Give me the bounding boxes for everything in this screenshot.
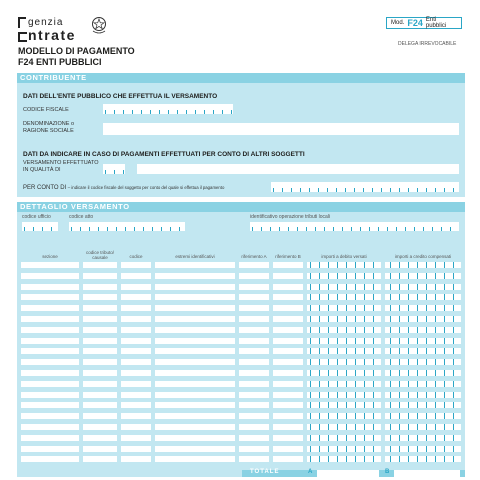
table-cell[interactable]	[307, 294, 381, 300]
codice-atto-label: codice atto	[69, 214, 94, 220]
table-cell[interactable]	[239, 305, 269, 311]
col-sezione: sezione	[42, 254, 58, 259]
table-cell[interactable]	[155, 316, 235, 322]
delega-label: DELEGA IRREVOCABILE	[398, 41, 457, 47]
table-cell[interactable]	[83, 381, 117, 387]
table-cell[interactable]	[155, 348, 235, 354]
logo-e-glyph	[18, 32, 27, 42]
table-cell[interactable]	[83, 402, 117, 408]
table-cell[interactable]	[385, 359, 461, 365]
table-cell[interactable]	[307, 456, 381, 462]
table-cell[interactable]	[21, 294, 79, 300]
table-cell[interactable]	[385, 338, 461, 344]
codice-fiscale-label: CODICE FISCALE	[23, 107, 69, 113]
table-row	[17, 456, 465, 462]
table-cell[interactable]	[307, 370, 381, 376]
codice-fiscale-input[interactable]	[103, 104, 233, 114]
codice-atto-input[interactable]	[69, 222, 185, 231]
table-cell[interactable]	[83, 456, 117, 462]
table-cell[interactable]	[307, 424, 381, 430]
table-cell[interactable]	[21, 359, 79, 365]
table-cell[interactable]	[307, 392, 381, 398]
table-cell[interactable]	[21, 305, 79, 311]
table-row	[17, 262, 465, 268]
table-cell[interactable]	[273, 359, 303, 365]
table-cell[interactable]	[121, 262, 151, 268]
table-cell[interactable]	[83, 284, 117, 290]
table-cell[interactable]	[121, 294, 151, 300]
table-cell[interactable]	[307, 446, 381, 452]
col-codice: codice	[129, 254, 143, 259]
total-label: TOTALE	[250, 469, 280, 475]
title-line1: MODELLO DI PAGAMENTO	[18, 46, 135, 56]
table-cell[interactable]	[307, 402, 381, 408]
table-cell[interactable]	[21, 424, 79, 430]
table-cell[interactable]	[239, 338, 269, 344]
table-cell[interactable]	[21, 284, 79, 290]
table-cell[interactable]	[155, 262, 235, 268]
versamento-line1: VERSAMENTO EFFETTUATO	[23, 160, 99, 166]
table-cell[interactable]	[155, 424, 235, 430]
table-cell[interactable]	[83, 446, 117, 452]
table-cell[interactable]	[155, 338, 235, 344]
table-cell[interactable]	[239, 370, 269, 376]
table-cell[interactable]	[121, 424, 151, 430]
table-cell[interactable]	[155, 456, 235, 462]
mod-label: Mod.	[391, 20, 405, 26]
table-cell[interactable]	[21, 327, 79, 333]
identificativo-input[interactable]	[250, 222, 459, 231]
qualita-desc-input[interactable]	[137, 164, 459, 174]
table-cell[interactable]	[121, 456, 151, 462]
table-cell[interactable]	[83, 316, 117, 322]
table-cell[interactable]	[21, 446, 79, 452]
table-cell[interactable]	[273, 381, 303, 387]
table-cell[interactable]	[273, 327, 303, 333]
table-cell[interactable]	[155, 446, 235, 452]
table-cell[interactable]	[21, 413, 79, 419]
denominazione-line1: DENOMINAZIONE o	[23, 121, 75, 127]
logo-line1: genzia	[28, 17, 64, 28]
table-cell[interactable]	[273, 424, 303, 430]
table-cell[interactable]	[307, 338, 381, 344]
contribuente-header	[17, 73, 465, 83]
table-cell[interactable]	[307, 348, 381, 354]
logo-a-glyph	[18, 17, 26, 28]
table-cell[interactable]	[121, 381, 151, 387]
versamento-line2: IN QUALITÀ DI	[23, 166, 61, 173]
per-conto-note: – indicare il codice fiscale del soggetto per conto del quale si effettua il pagamento	[67, 185, 225, 190]
table-cell[interactable]	[273, 435, 303, 441]
table-cell[interactable]	[83, 305, 117, 311]
table-row	[17, 348, 465, 354]
table-cell[interactable]	[385, 435, 461, 441]
table-cell[interactable]	[239, 381, 269, 387]
table-cell[interactable]	[83, 338, 117, 344]
dettaglio-title: DETTAGLIO VERSAMENTO	[20, 202, 130, 211]
table-cell[interactable]	[121, 413, 151, 419]
table-cell[interactable]	[385, 392, 461, 398]
table-cell[interactable]	[307, 305, 381, 311]
table-cell[interactable]	[121, 435, 151, 441]
table-cell[interactable]	[307, 413, 381, 419]
table-cell[interactable]	[307, 273, 381, 279]
col-debito: importi a debito versati	[321, 254, 367, 259]
table-cell[interactable]	[21, 381, 79, 387]
total-debito[interactable]	[317, 470, 379, 477]
table-cell[interactable]	[83, 262, 117, 268]
table-cell[interactable]	[239, 316, 269, 322]
table-cell[interactable]	[239, 348, 269, 354]
denominazione-label	[23, 121, 74, 134]
title-line2: F24 ENTI PUBBLICI	[18, 57, 102, 67]
table-row	[17, 392, 465, 398]
contribuente-title: CONTRIBUENTE	[20, 73, 87, 82]
table-cell[interactable]	[307, 381, 381, 387]
codice-ufficio-label: codice ufficio	[22, 214, 51, 220]
table-cell[interactable]	[239, 435, 269, 441]
table-cell[interactable]	[155, 294, 235, 300]
table-cell[interactable]	[385, 370, 461, 376]
table-row	[17, 316, 465, 322]
table-row	[17, 294, 465, 300]
table-cell[interactable]	[21, 316, 79, 322]
table-cell[interactable]	[385, 305, 461, 311]
table-row	[17, 273, 465, 279]
table-cell[interactable]	[121, 446, 151, 452]
table-cell[interactable]	[155, 413, 235, 419]
table-cell[interactable]	[121, 338, 151, 344]
table-cell[interactable]	[239, 284, 269, 290]
table-cell[interactable]	[83, 413, 117, 419]
table-cell[interactable]	[273, 316, 303, 322]
table-cell[interactable]	[155, 392, 235, 398]
table-cell[interactable]	[239, 456, 269, 462]
table-cell[interactable]	[273, 284, 303, 290]
table-cell[interactable]	[155, 273, 235, 279]
col-rif-a: riferimento A	[241, 254, 267, 259]
table-cell[interactable]	[121, 316, 151, 322]
table-cell[interactable]	[239, 413, 269, 419]
per-conto-bold: PER CONTO DI	[23, 185, 67, 191]
table-cell[interactable]	[121, 359, 151, 365]
table-row	[17, 359, 465, 365]
table-cell[interactable]	[21, 338, 79, 344]
table-cell[interactable]	[385, 262, 461, 268]
mod-code: F24	[407, 18, 423, 28]
total-row	[242, 470, 465, 477]
per-conto-label	[23, 185, 224, 192]
table-cell[interactable]	[155, 435, 235, 441]
table-cell[interactable]	[83, 392, 117, 398]
table-cell[interactable]	[83, 294, 117, 300]
table-cell[interactable]	[273, 305, 303, 311]
table-row	[17, 338, 465, 344]
table-row	[17, 424, 465, 430]
table-cell[interactable]	[121, 284, 151, 290]
table-cell[interactable]	[21, 435, 79, 441]
dettaglio-header	[17, 202, 465, 212]
table-row	[17, 413, 465, 419]
table-cell[interactable]	[83, 359, 117, 365]
table-cell[interactable]	[121, 327, 151, 333]
versamento-label	[23, 160, 98, 173]
contribuente-panel	[17, 83, 465, 197]
table-cell[interactable]	[307, 359, 381, 365]
table-cell[interactable]	[307, 327, 381, 333]
table-row	[17, 435, 465, 441]
table-cell[interactable]	[83, 327, 117, 333]
table-cell[interactable]	[83, 348, 117, 354]
table-cell[interactable]	[385, 284, 461, 290]
table-cell[interactable]	[385, 424, 461, 430]
table-cell[interactable]	[385, 456, 461, 462]
ente-subtitle: DATI DELL'ENTE PUBBLICO CHE EFFETTUA IL VERSAMENTO	[23, 93, 218, 100]
logo-line2: ntrate	[28, 27, 76, 43]
altri-soggetti-subtitle: DATI DA INDICARE IN CASO DI PAGAMENTI EFFETTUATI PER CONTO DI ALTRI SOGGETTI	[23, 151, 305, 158]
identificativo-label: identificativo operazione tributi locali	[250, 214, 331, 220]
table-cell[interactable]	[155, 359, 235, 365]
table-cell[interactable]	[273, 446, 303, 452]
table-cell[interactable]	[273, 370, 303, 376]
table-cell[interactable]	[21, 392, 79, 398]
table-cell[interactable]	[239, 262, 269, 268]
table-cell[interactable]	[307, 435, 381, 441]
table-row	[17, 402, 465, 408]
table-cell[interactable]	[273, 413, 303, 419]
table-cell[interactable]	[307, 284, 381, 290]
agenzia-entrate-logo	[18, 15, 93, 43]
table-cell[interactable]	[155, 305, 235, 311]
table-row	[17, 327, 465, 333]
versamento-rows	[17, 262, 465, 472]
table-cell[interactable]	[121, 370, 151, 376]
table-cell[interactable]	[307, 316, 381, 322]
table-cell[interactable]	[239, 294, 269, 300]
table-cell[interactable]	[385, 294, 461, 300]
table-cell[interactable]	[273, 348, 303, 354]
table-cell[interactable]	[21, 273, 79, 279]
table-cell[interactable]	[121, 402, 151, 408]
table-cell[interactable]	[273, 392, 303, 398]
table-cell[interactable]	[121, 392, 151, 398]
denominazione-line2: RAGIONE SOCIALE	[23, 127, 74, 134]
table-cell[interactable]	[385, 381, 461, 387]
codice-ufficio-input[interactable]	[22, 222, 58, 231]
table-cell[interactable]	[121, 348, 151, 354]
col-codice-tributo: codice tributo/ causale	[85, 250, 114, 260]
table-cell[interactable]	[21, 262, 79, 268]
emblem-icon	[91, 16, 107, 34]
qualita-input[interactable]	[103, 164, 125, 174]
table-cell[interactable]	[239, 392, 269, 398]
table-row	[17, 284, 465, 290]
mod-sub: Enti pubblici	[425, 17, 447, 29]
table-cell[interactable]	[21, 370, 79, 376]
table-cell[interactable]	[21, 402, 79, 408]
table-row	[17, 370, 465, 376]
page-title	[18, 46, 135, 68]
table-cell[interactable]	[273, 402, 303, 408]
table-cell[interactable]	[385, 446, 461, 452]
table-cell[interactable]	[273, 294, 303, 300]
table-cell[interactable]	[239, 446, 269, 452]
table-cell[interactable]	[155, 327, 235, 333]
table-cell[interactable]	[155, 402, 235, 408]
denominazione-input[interactable]	[103, 123, 459, 135]
table-cell[interactable]	[21, 456, 79, 462]
table-cell[interactable]	[273, 456, 303, 462]
table-cell[interactable]	[121, 273, 151, 279]
table-row	[17, 381, 465, 387]
table-cell[interactable]	[307, 262, 381, 268]
table-cell[interactable]	[239, 402, 269, 408]
table-cell[interactable]	[83, 435, 117, 441]
table-cell[interactable]	[239, 424, 269, 430]
table-cell[interactable]	[385, 273, 461, 279]
table-cell[interactable]	[273, 338, 303, 344]
table-cell[interactable]	[239, 327, 269, 333]
table-cell[interactable]	[385, 327, 461, 333]
col-rif-b: riferimento B	[275, 254, 301, 259]
table-cell[interactable]	[239, 359, 269, 365]
table-cell[interactable]	[155, 381, 235, 387]
table-cell[interactable]	[83, 273, 117, 279]
table-cell[interactable]	[21, 348, 79, 354]
table-cell[interactable]	[83, 424, 117, 430]
table-cell[interactable]	[385, 316, 461, 322]
table-cell[interactable]	[385, 402, 461, 408]
table-cell[interactable]	[273, 273, 303, 279]
table-row	[17, 446, 465, 452]
total-credito[interactable]	[394, 470, 460, 477]
table-row	[17, 305, 465, 311]
table-cell[interactable]	[385, 348, 461, 354]
total-mark-b: B	[385, 469, 390, 475]
dettaglio-panel	[17, 212, 465, 477]
table-cell[interactable]	[273, 262, 303, 268]
table-cell[interactable]	[385, 413, 461, 419]
table-cell[interactable]	[239, 273, 269, 279]
total-mark-a: A	[308, 469, 313, 475]
table-cell[interactable]	[155, 370, 235, 376]
table-cell[interactable]	[121, 305, 151, 311]
table-cell[interactable]	[83, 370, 117, 376]
table-cell[interactable]	[155, 284, 235, 290]
col-credito: importi a credito compensati	[394, 254, 452, 259]
model-code-box	[386, 17, 462, 29]
col-estremi: estremi identificativi	[175, 254, 215, 259]
per-conto-input[interactable]	[271, 182, 459, 192]
